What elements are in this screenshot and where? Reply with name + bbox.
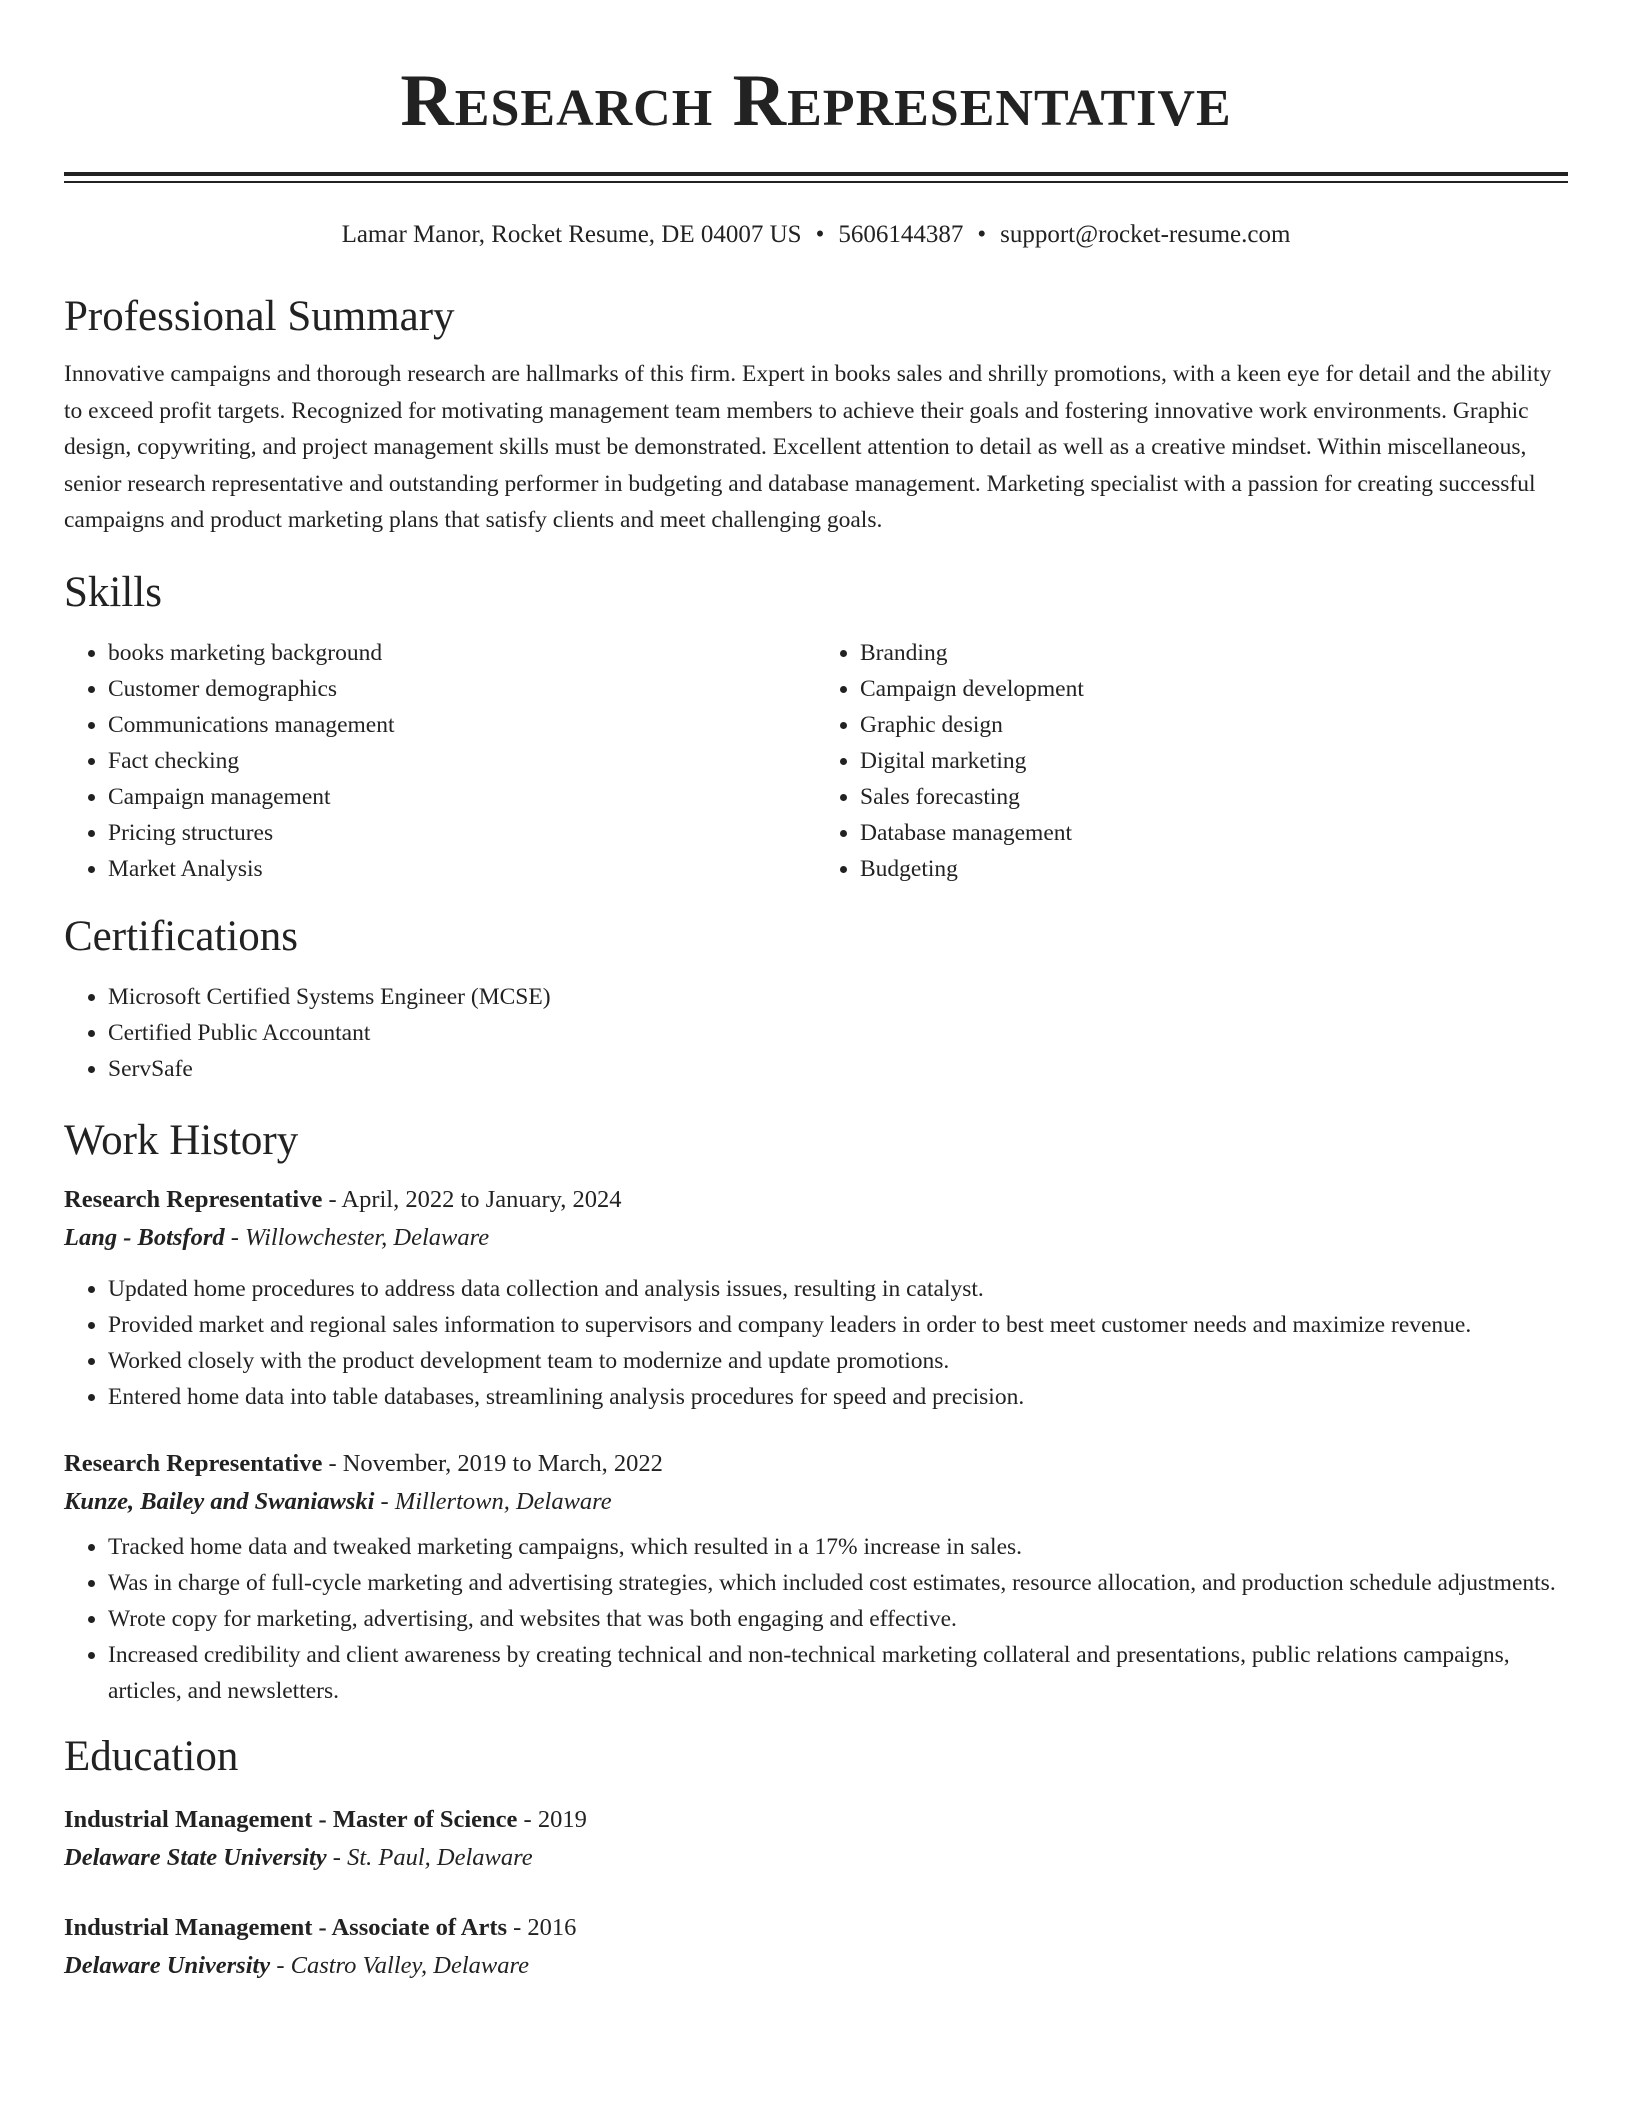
summary-heading: Professional Summary — [64, 293, 455, 340]
skill-item: • Customer demographics — [108, 671, 816, 707]
skill-item: • Pricing structures — [108, 815, 816, 851]
job-bullet: • Wrote copy for marketing, advertising, and websites that was both engaging and effective. — [108, 1601, 1568, 1637]
work-history-section — [64, 1115, 1568, 1709]
summary-text: Innovative campaigns and thorough research are hallmarks of this firm. Expert in books sales and shrilly promotions, with a keen eye for detail and the ability to exceed profit targets. Recognized for motivating management team members to achieve their goals and fostering innovative work environments. Graphic design, copywriting, and project management skills must be demonstrated. Excellent attention to detail as well as a creative mindset. Within miscellaneous, senior research representative and outstanding performer in budgeting and database management. Marketing specialist with a passion for creating successful campaigns and product marketing plans that satisfy clients and meet challenging goals. — [64, 361, 1552, 533]
education-school-line — [64, 1947, 1568, 1985]
skills-right-list — [816, 635, 1568, 887]
skill-item: • Sales forecasting — [860, 779, 1568, 815]
job-bullet: • Provided market and regional sales information to supervisors and company leaders in order to best meet customer needs and maximize revenue. — [108, 1307, 1568, 1343]
contact-separator: • — [815, 221, 825, 248]
education-heading: Education — [64, 1732, 239, 1780]
skills-left-list — [64, 635, 816, 887]
skill-item: • books marketing background — [108, 635, 816, 671]
contact-email: support@rocket-resume.com — [1000, 221, 1291, 248]
certifications-section — [64, 911, 1568, 1087]
job-company-line — [64, 1483, 1568, 1521]
skill-item: • Digital marketing — [860, 743, 1568, 779]
education-year: - 2016 — [507, 1913, 577, 1941]
skill-item: • Graphic design — [860, 707, 1568, 743]
skill-item: • Campaign management — [108, 779, 816, 815]
job-title-line — [64, 1181, 1568, 1219]
resume-name: Research Representative — [400, 60, 1232, 142]
header-divider-thick — [64, 172, 1568, 176]
work-history-heading: Work History — [64, 1116, 299, 1164]
education-degree-line — [64, 1801, 1568, 1839]
certification-item: • Certified Public Accountant — [108, 1015, 1568, 1051]
skill-item: • Communications management — [108, 707, 816, 743]
skills-columns — [64, 635, 1568, 887]
education-entry — [64, 1801, 1568, 1877]
job-bullets — [64, 1529, 1568, 1709]
header-divider-thin — [64, 181, 1568, 183]
job-entry — [64, 1181, 1568, 1415]
skill-item: • Branding — [860, 635, 1568, 671]
education-year: - 2019 — [517, 1805, 587, 1833]
job-company-line — [64, 1219, 1568, 1257]
job-location: - Willowchester, Delaware — [224, 1223, 490, 1251]
education-section — [64, 1731, 1568, 1985]
skills-section — [64, 567, 1568, 887]
contact-line — [64, 219, 1568, 251]
job-company: Lang - Botsford — [64, 1223, 225, 1251]
skill-item: • Database management — [860, 815, 1568, 851]
certification-item: • Microsoft Certified Systems Engineer (MCSE) — [108, 979, 1568, 1015]
contact-phone: 5606144387 — [838, 221, 964, 248]
job-bullet: • Worked closely with the product development team to modernize and update promotions. — [108, 1343, 1568, 1379]
education-entry — [64, 1909, 1568, 1985]
education-school: Delaware University — [64, 1951, 271, 1979]
job-bullet: • Was in charge of full-cycle marketing and advertising strategies, which included cost estimates, resource allocation, and production schedule adjustments. — [108, 1565, 1568, 1601]
job-bullets — [64, 1271, 1568, 1415]
job-title-line — [64, 1445, 1568, 1483]
education-school: Delaware State University — [64, 1843, 327, 1871]
certifications-heading: Certifications — [64, 912, 299, 960]
job-bullet: • Tracked home data and tweaked marketing campaigns, which resulted in a 17% increase in sales. — [108, 1529, 1568, 1565]
education-school-line — [64, 1839, 1568, 1877]
job-entry — [64, 1445, 1568, 1709]
education-degree: Industrial Management - Associate of Arts — [64, 1913, 508, 1941]
contact-separator: • — [977, 221, 987, 248]
job-company: Kunze, Bailey and Swaniawski — [64, 1487, 375, 1515]
job-bullet: • Entered home data into table databases, streamlining analysis procedures for speed and precision. — [108, 1379, 1568, 1415]
education-location: - Castro Valley, Delaware — [270, 1951, 530, 1979]
certification-item: • ServSafe — [108, 1051, 1568, 1087]
job-dates: - April, 2022 to January, 2024 — [322, 1185, 622, 1213]
skill-item: • Campaign development — [860, 671, 1568, 707]
skills-heading: Skills — [64, 568, 162, 616]
skill-item: • Budgeting — [860, 851, 1568, 887]
skill-item: • Market Analysis — [108, 851, 816, 887]
job-title: Research Representative — [64, 1185, 323, 1213]
job-location: - Millertown, Delaware — [374, 1487, 612, 1515]
job-dates: - November, 2019 to March, 2022 — [322, 1449, 663, 1477]
job-bullet: • Updated home procedures to address data collection and analysis issues, resulting in catalyst. — [108, 1271, 1568, 1307]
job-bullet: • Increased credibility and client awareness by creating technical and non-technical marketing collateral and presentations, public relations campaigns, articles, and newsletters. — [108, 1637, 1568, 1709]
job-title: Research Representative — [64, 1449, 323, 1477]
contact-address: Lamar Manor, Rocket Resume, DE 04007 US — [341, 221, 802, 248]
summary-section — [64, 291, 1568, 539]
certifications-list — [64, 979, 1568, 1087]
education-location: - St. Paul, Delaware — [326, 1843, 533, 1871]
skill-item: • Fact checking — [108, 743, 816, 779]
education-degree-line — [64, 1909, 1568, 1947]
education-degree: Industrial Management - Master of Science — [64, 1805, 518, 1833]
